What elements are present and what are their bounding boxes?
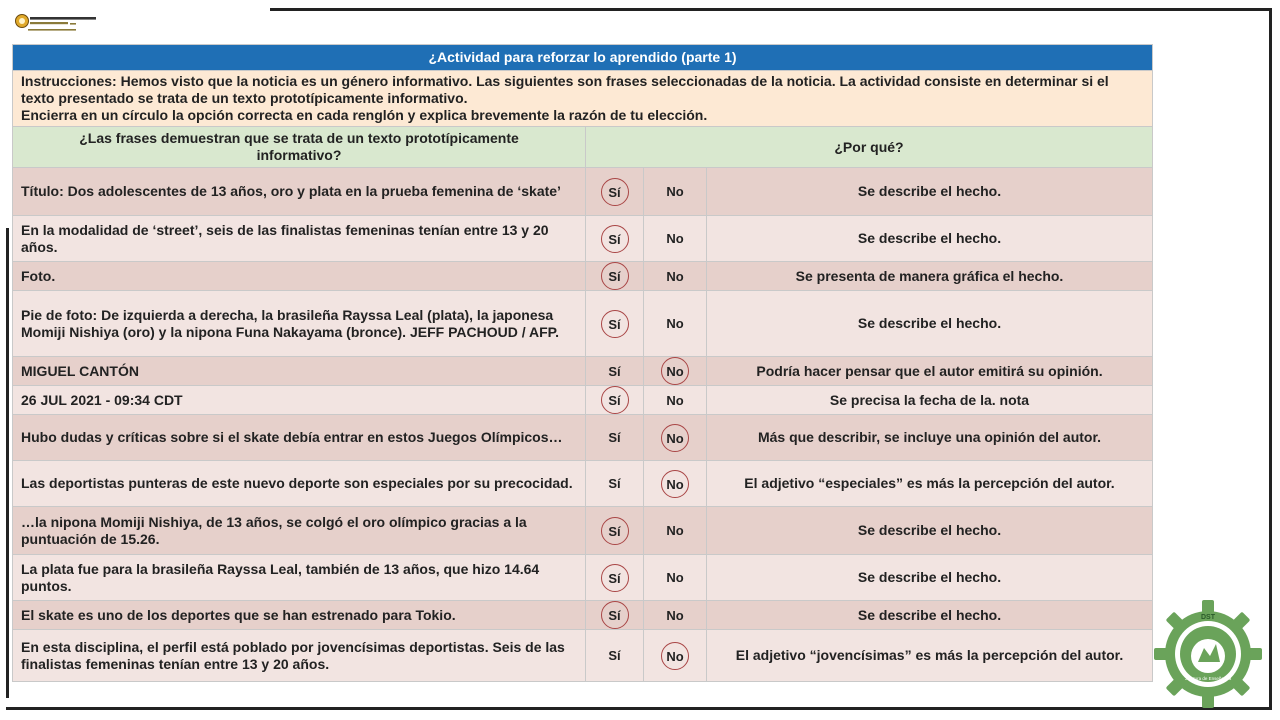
table-row [13, 630, 1153, 682]
option-no-cell[interactable] [644, 168, 707, 216]
frame-left-line [6, 228, 9, 698]
option-no-cell[interactable] [644, 555, 707, 601]
option-no[interactable]: No [666, 523, 684, 538]
option-si-cell[interactable] [586, 601, 644, 630]
option-si[interactable]: Sí [608, 430, 621, 445]
option-si-cell[interactable] [586, 262, 644, 291]
option-si-cell[interactable] [586, 415, 644, 461]
option-si-cell[interactable] [586, 461, 644, 507]
row-phrase: Hubo dudas y críticas sobre si el skate debía entrar en estos Juegos Olímpicos… [13, 415, 586, 461]
dst-logo-caption: Jefatura de Enseñanza Zona 04 [1184, 676, 1232, 686]
option-no-circled[interactable]: No [661, 642, 689, 670]
table-row [13, 386, 1153, 415]
table-row [13, 357, 1153, 386]
row-phrase: En esta disciplina, el perfil está poblado por jovencísimas deportistas. Seis de las finalistas femeninas tenían entre 13 y 20 años. [13, 630, 586, 682]
table-row [13, 262, 1153, 291]
option-no[interactable]: No [666, 316, 684, 331]
option-no[interactable]: No [666, 184, 684, 199]
row-reason: Más que describir, se incluye una opinión del autor. [707, 415, 1153, 461]
row-reason: Se describe el hecho. [707, 291, 1153, 357]
option-si-circled[interactable]: Sí [601, 178, 629, 206]
option-no-cell[interactable] [644, 357, 707, 386]
frame-right-line [1269, 8, 1272, 710]
option-si-cell[interactable] [586, 357, 644, 386]
option-no-cell[interactable] [644, 461, 707, 507]
table-row [13, 415, 1153, 461]
option-no-cell[interactable] [644, 507, 707, 555]
option-no[interactable]: No [666, 607, 684, 623]
row-reason: Se describe el hecho. [707, 507, 1153, 555]
option-si-circled[interactable]: Sí [601, 225, 629, 253]
row-reason: Se precisa la fecha de la. nota [707, 386, 1153, 415]
row-phrase: 26 JUL 2021 - 09:34 CDT [13, 386, 586, 415]
row-phrase: Título: Dos adolescentes de 13 años, oro y plata en la prueba femenina de ‘skate’ [13, 168, 586, 216]
row-phrase: Pie de foto: De izquierda a derecha, la brasileña Rayssa Leal (plata), la japonesa Momiji Nishiya (oro) y la nipona Funa Nakayama (bronce). JEFF PACHOUD / AFP. [13, 291, 586, 357]
column-header-question: ¿Las frases demuestran que se trata de un texto prototípicamente informativo? [13, 127, 586, 168]
row-phrase: Foto. [13, 262, 586, 291]
option-si-circled[interactable]: Sí [601, 386, 629, 414]
row-phrase: …la nipona Momiji Nishiya, de 13 años, se colgó el oro olímpico gracias a la puntuación de 15.26. [13, 507, 586, 555]
row-reason: Se presenta de manera gráfica el hecho. [707, 262, 1153, 291]
frame-bottom-line [6, 707, 1272, 710]
option-si-cell[interactable] [586, 555, 644, 601]
option-si-circled[interactable]: Sí [601, 564, 629, 592]
option-si-cell[interactable] [586, 386, 644, 415]
option-si-cell[interactable] [586, 507, 644, 555]
instructions [13, 71, 1153, 127]
school-seal-icon [14, 10, 104, 44]
option-si-cell[interactable] [586, 168, 644, 216]
table-row [13, 555, 1153, 601]
option-si-cell[interactable] [586, 291, 644, 357]
instructions-line-1: Instrucciones: Hemos visto que la noticia es un género informativo. Las siguientes son frases seleccionadas de la noticia. La actividad consiste en determinar si el texto presentado se trata de un texto prototípicamente informativo. [21, 73, 1109, 106]
option-si-circled[interactable]: Sí [601, 517, 629, 545]
option-no[interactable]: No [666, 268, 684, 284]
column-header-why: ¿Por qué? [586, 127, 1153, 168]
row-reason: El adjetivo “jovencísimas” es más la percepción del autor. [707, 630, 1153, 682]
option-no[interactable]: No [666, 231, 684, 246]
option-si-circled[interactable]: Sí [601, 262, 629, 290]
option-si-circled[interactable]: Sí [601, 310, 629, 338]
row-phrase: En la modalidad de ‘street’, seis de las finalistas femeninas tenían entre 13 y 20 años. [13, 216, 586, 262]
option-no-cell[interactable] [644, 262, 707, 291]
option-no-cell[interactable] [644, 216, 707, 262]
activity-table [12, 44, 1153, 682]
table-row [13, 168, 1153, 216]
option-no-cell[interactable] [644, 386, 707, 415]
table-row [13, 291, 1153, 357]
option-no-cell[interactable] [644, 601, 707, 630]
page-title: ¿Actividad para reforzar lo aprendido (parte 1) [13, 45, 1153, 71]
option-no-circled[interactable]: No [661, 424, 689, 452]
option-no-cell[interactable] [644, 291, 707, 357]
option-no[interactable]: No [666, 392, 684, 408]
option-si[interactable]: Sí [608, 648, 621, 663]
option-no-cell[interactable] [644, 415, 707, 461]
row-reason: El adjetivo “especiales” es más la percepción del autor. [707, 461, 1153, 507]
option-si[interactable]: Sí [608, 363, 621, 379]
table-row [13, 461, 1153, 507]
option-si-cell[interactable] [586, 630, 644, 682]
table-row [13, 216, 1153, 262]
row-reason: Se describe el hecho. [707, 555, 1153, 601]
row-reason: Se describe el hecho. [707, 168, 1153, 216]
row-reason: Se describe el hecho. [707, 601, 1153, 630]
option-no[interactable]: No [666, 570, 684, 585]
row-phrase: El skate es uno de los deportes que se han estrenado para Tokio. [13, 601, 586, 630]
table-row [13, 507, 1153, 555]
option-si-cell[interactable] [586, 216, 644, 262]
row-phrase: La plata fue para la brasileña Rayssa Leal, también de 13 años, que hizo 14.64 puntos. [13, 555, 586, 601]
option-no-cell[interactable] [644, 630, 707, 682]
table-row [13, 601, 1153, 630]
option-si[interactable]: Sí [608, 476, 621, 491]
frame-top-line [270, 8, 1272, 11]
table-body [13, 168, 1153, 682]
option-si-circled[interactable]: Sí [601, 601, 629, 629]
option-no-circled[interactable]: No [661, 470, 689, 498]
row-reason: Podría hacer pensar que el autor emitirá su opinión. [707, 357, 1153, 386]
row-phrase: Las deportistas punteras de este nuevo deporte son especiales por su precocidad. [13, 461, 586, 507]
dst-logo-text: DST [1201, 614, 1215, 621]
row-phrase: MIGUEL CANTÓN [13, 357, 586, 386]
row-reason: Se describe el hecho. [707, 216, 1153, 262]
instructions-line-2: Encierra en un círculo la opción correcta en cada renglón y explica brevemente la razón de tu elección. [21, 107, 708, 123]
option-no-circled[interactable]: No [661, 357, 689, 385]
